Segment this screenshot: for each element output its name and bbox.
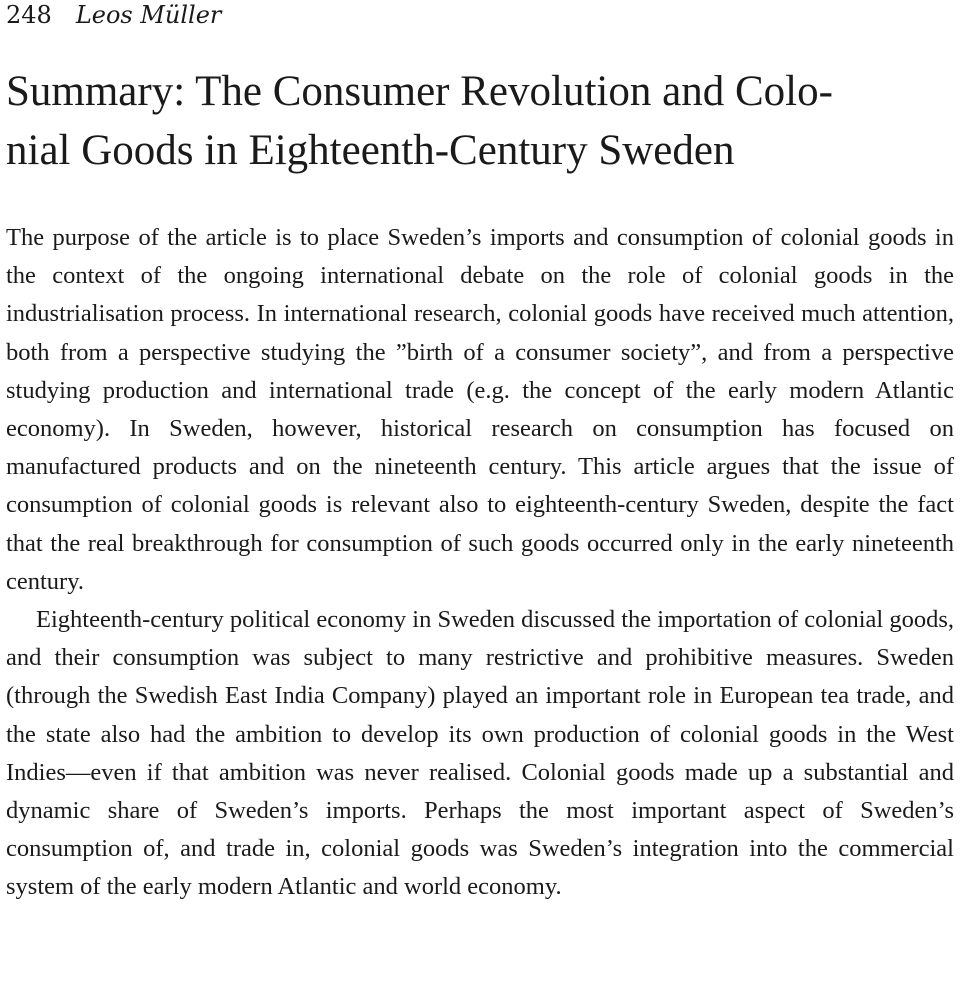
running-head	[6, 0, 221, 30]
page-number: 248	[6, 1, 52, 29]
paragraph-2: Eighteenth-century political economy in Sweden discussed the importation of colonial goods, and their consumption was subject to many restrictive and prohibitive measures. Sweden (through the Swedish East India Company) played an important role in European tea trade, and the state also had the ambition to develop its own production of colonial goods in the West Indies—even if that ambition was never realised. Colonial goods made up a substantial and dynamic share of Sweden’s imports. Perhaps the most important aspect of Sweden’s consumption of, and trade in, colonial goods was Sweden’s integration into the commercial system of the early modern Atlantic and world economy.	[6, 606, 954, 901]
summary-body	[6, 219, 954, 907]
article-title: Summary: The Consumer Revolution and Colo- nial Goods in Eighteenth-Century Sweden	[6, 68, 833, 174]
paragraph-1: The purpose of the article is to place Sweden’s imports and consumption of colonial goods in the context of the ongoing international debate on the role of colonial goods in the industrialisation process. In international research, colonial goods have received much attention, both from a perspective studying the ”birth of a consumer society”, and from a perspective studying production and international trade (e.g. the concept of the early modern Atlantic economy). In Sweden, however, historical research on consumption has focused on manufactured products and on the nineteenth century. This article argues that the issue of consumption of colonial goods is relevant also to eighteenth-century Sweden, despite the fact that the real breakthrough for consumption of such goods occurred only in the early nineteenth century.	[6, 224, 954, 595]
author-name: Leos Müller	[75, 1, 222, 29]
